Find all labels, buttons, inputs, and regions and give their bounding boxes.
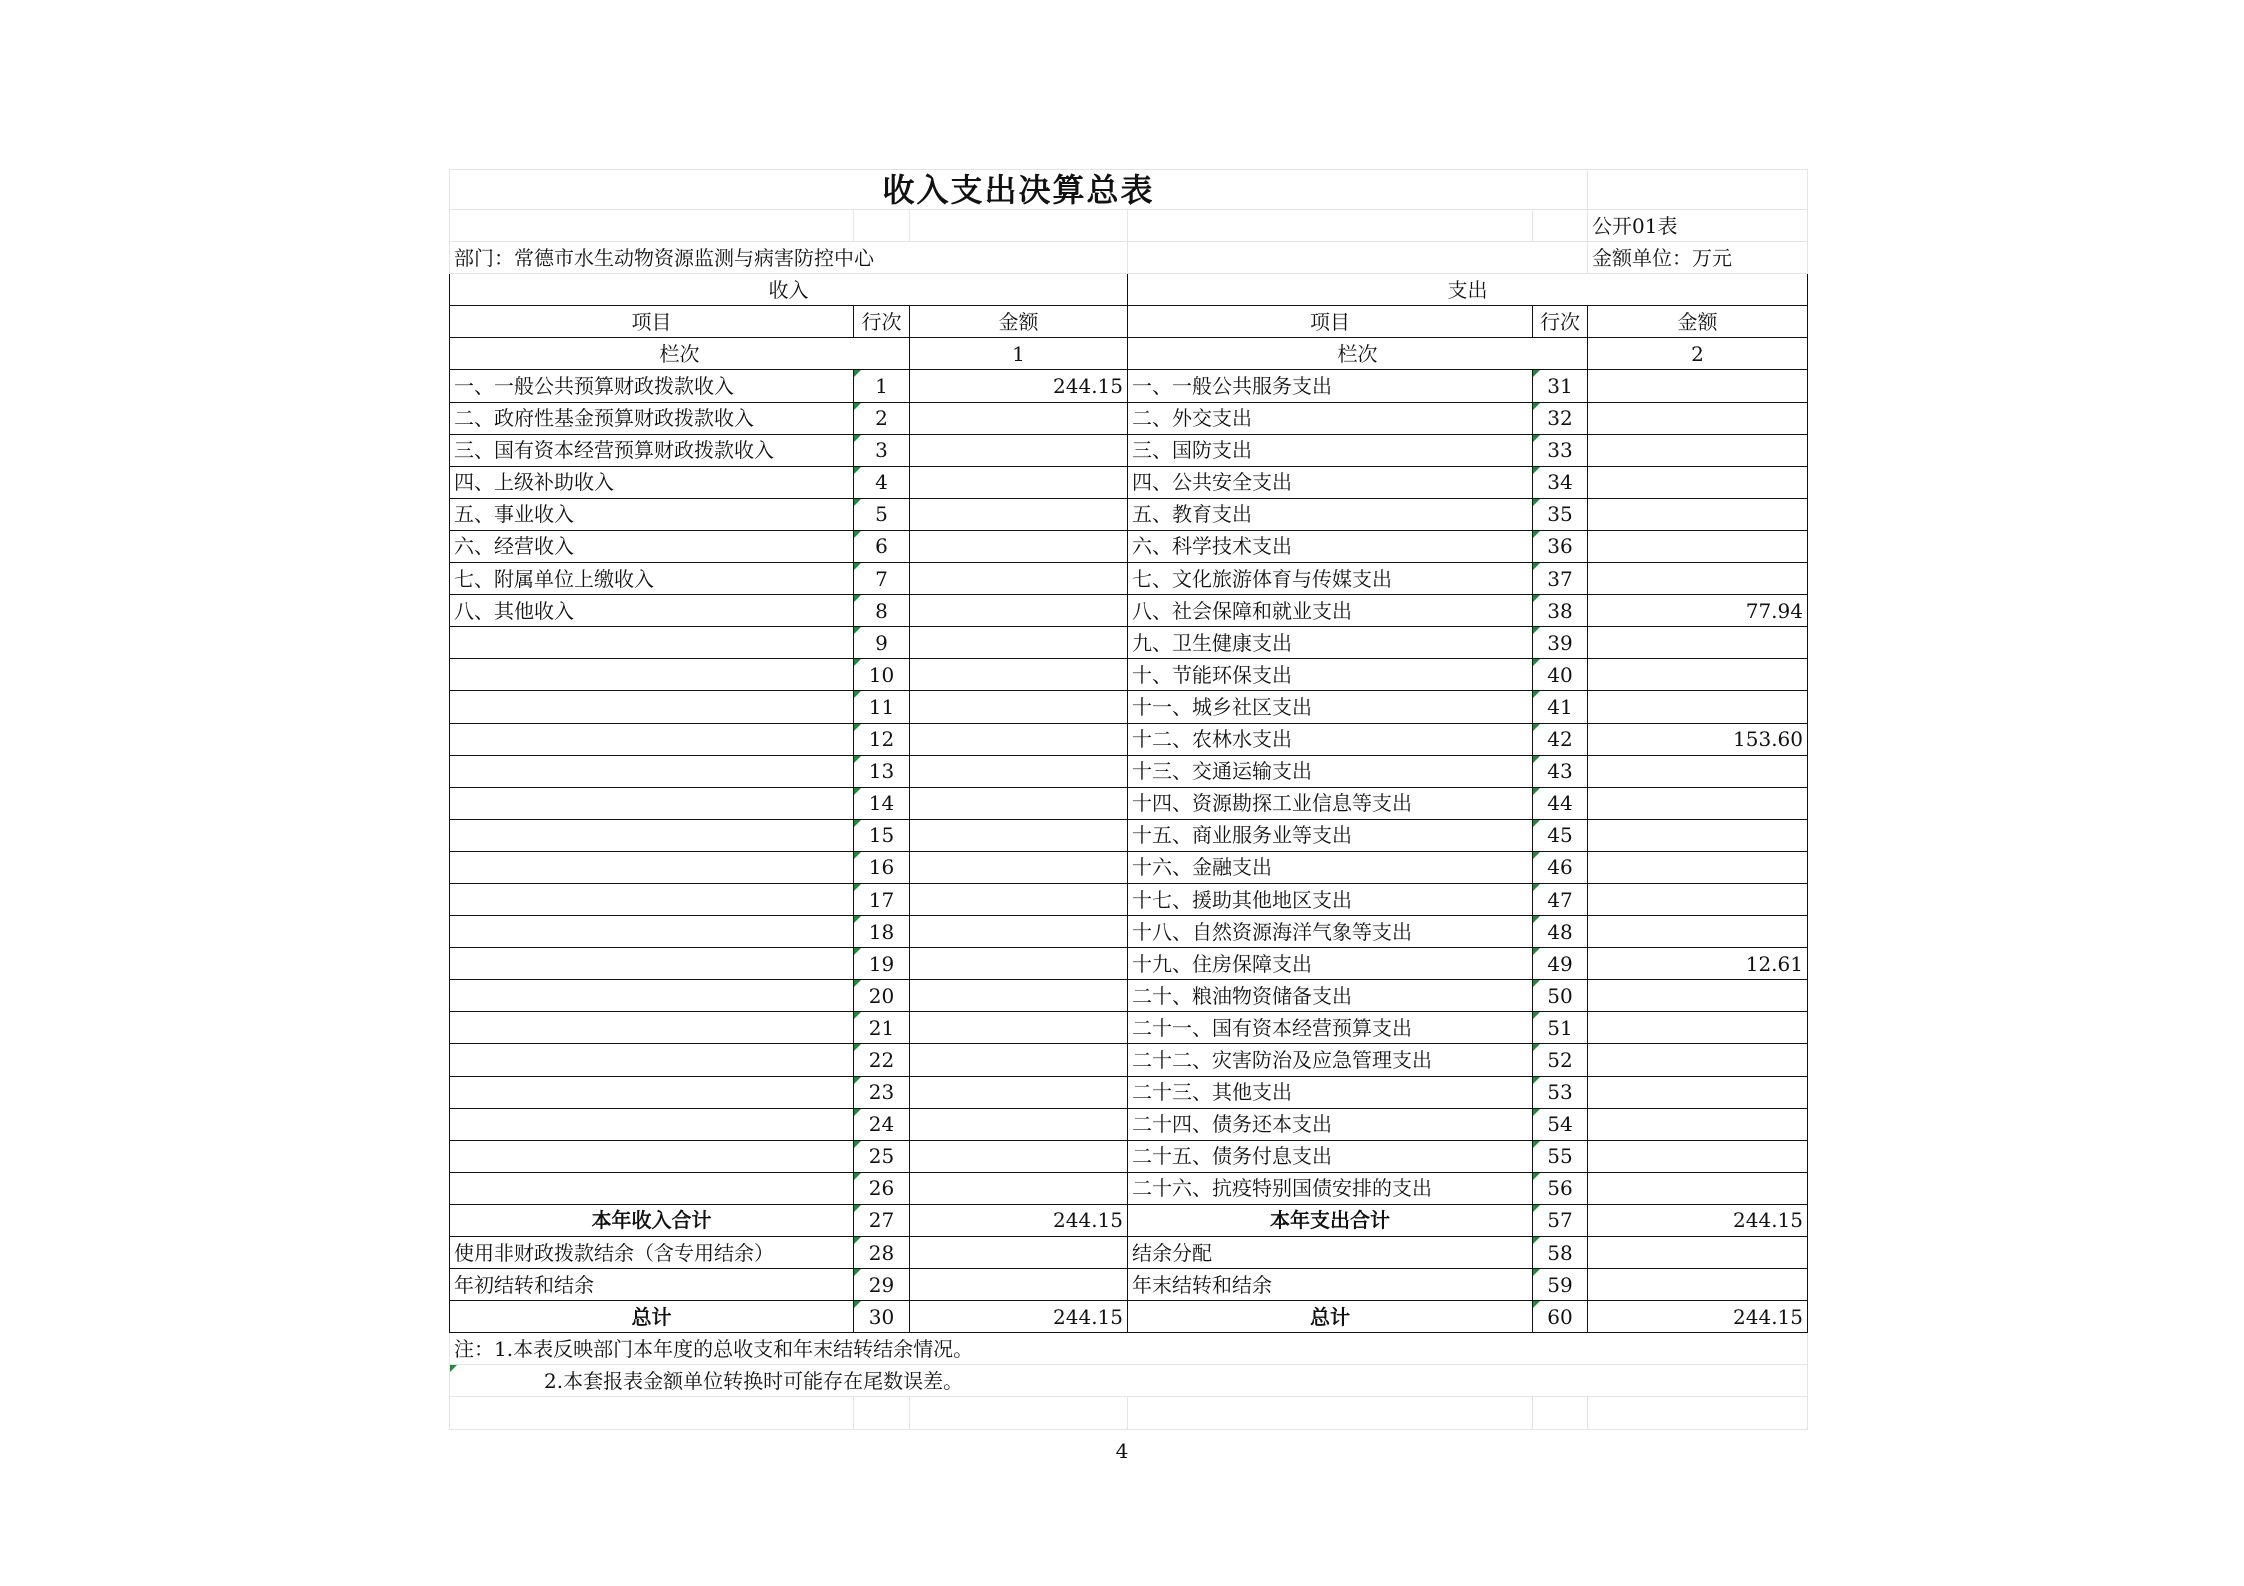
income-line-number: 22 [854, 1044, 910, 1076]
page-title: 收入支出决算总表 [450, 170, 1588, 210]
income-amount-header: 金额 [910, 306, 1128, 338]
expense-amount [1588, 498, 1808, 530]
income-line-number: 27 [854, 1204, 910, 1236]
nonfiscal-balance-row [450, 1237, 1808, 1269]
expense-amount [1588, 530, 1808, 562]
income-item [450, 787, 854, 819]
table-row [450, 402, 1808, 434]
income-amount [910, 627, 1128, 659]
income-amount [910, 402, 1128, 434]
income-line-number: 1 [854, 370, 910, 402]
income-item [450, 1140, 854, 1172]
department-label: 部门：常德市水生动物资源监测与病害防控中心 [450, 242, 1128, 274]
income-item [450, 1044, 854, 1076]
page-number: 4 [1115, 1439, 1129, 1463]
income-item [450, 980, 854, 1012]
income-line-number: 4 [854, 466, 910, 498]
expense-amount [1588, 434, 1808, 466]
income-line-number: 12 [854, 723, 910, 755]
expense-item: 十九、住房保障支出 [1128, 948, 1533, 980]
expense-item: 十一、城乡社区支出 [1128, 691, 1533, 723]
income-amount [910, 1012, 1128, 1044]
table-row [450, 498, 1808, 530]
income-line-number: 30 [854, 1301, 910, 1333]
income-item: 四、上级补助收入 [450, 466, 854, 498]
expense-item: 二十二、灾害防治及应急管理支出 [1128, 1044, 1533, 1076]
expense-item: 十五、商业服务业等支出 [1128, 819, 1533, 851]
note-2: 2.本套报表金额单位转换时可能存在尾数误差。 [450, 1365, 1808, 1397]
expense-item: 十八、自然资源海洋气象等支出 [1128, 916, 1533, 948]
expense-amount [1588, 851, 1808, 883]
income-amount [910, 1172, 1128, 1204]
income-item: 年初结转和结余 [450, 1269, 854, 1301]
form-code: 公开01表 [1588, 210, 1808, 242]
income-line-number: 21 [854, 1012, 910, 1044]
table-row [450, 1140, 1808, 1172]
income-line-number: 7 [854, 563, 910, 595]
table-row [450, 1076, 1808, 1108]
grand-total-row [450, 1301, 1808, 1333]
expense-item: 二十一、国有资本经营预算支出 [1128, 1012, 1533, 1044]
expense-item: 二、外交支出 [1128, 402, 1533, 434]
table-row [450, 819, 1808, 851]
income-line-number: 9 [854, 627, 910, 659]
expense-line-number: 36 [1533, 530, 1588, 562]
table-row [450, 466, 1808, 498]
table-row [450, 595, 1808, 627]
expense-item: 本年支出合计 [1128, 1204, 1533, 1236]
income-amount [910, 980, 1128, 1012]
income-amount [910, 755, 1128, 787]
income-line-number: 8 [854, 595, 910, 627]
expense-amount [1588, 563, 1808, 595]
expense-line-number: 52 [1533, 1044, 1588, 1076]
expense-item: 二十、粮油物资储备支出 [1128, 980, 1533, 1012]
expense-amount [1588, 819, 1808, 851]
income-amount [910, 1108, 1128, 1140]
table-row [450, 723, 1808, 755]
expense-amount [1588, 627, 1808, 659]
blank-row [450, 1397, 1808, 1429]
income-item: 五、事业收入 [450, 498, 854, 530]
income-line-number: 16 [854, 851, 910, 883]
income-amount [910, 498, 1128, 530]
expense-amount [1588, 916, 1808, 948]
table-row [450, 370, 1808, 402]
column-header-row [450, 306, 1808, 338]
income-amount [910, 851, 1128, 883]
income-amount [910, 1237, 1128, 1269]
expense-line-number: 41 [1533, 691, 1588, 723]
income-amount [910, 691, 1128, 723]
expense-item: 八、社会保障和就业支出 [1128, 595, 1533, 627]
expense-item: 四、公共安全支出 [1128, 466, 1533, 498]
expense-item: 二十四、债务还本支出 [1128, 1108, 1533, 1140]
title-row [450, 170, 1808, 210]
expense-item: 三、国防支出 [1128, 434, 1533, 466]
income-amount [910, 819, 1128, 851]
expense-amount [1588, 1108, 1808, 1140]
income-line-header: 行次 [854, 306, 910, 338]
expense-item: 总计 [1128, 1301, 1533, 1333]
expense-amount [1588, 1237, 1808, 1269]
income-line-number: 10 [854, 659, 910, 691]
income-item [450, 851, 854, 883]
expense-item-header: 项目 [1128, 306, 1533, 338]
expense-line-number: 59 [1533, 1269, 1588, 1301]
table-row [450, 563, 1808, 595]
expense-amount [1588, 370, 1808, 402]
expense-item: 二十六、抗疫特别国债安排的支出 [1128, 1172, 1533, 1204]
expense-line-number: 50 [1533, 980, 1588, 1012]
expense-amount: 12.61 [1588, 948, 1808, 980]
expense-item: 十四、资源勘探工业信息等支出 [1128, 787, 1533, 819]
income-item [450, 948, 854, 980]
expense-header: 支出 [1128, 274, 1808, 306]
expense-item: 十二、农林水支出 [1128, 723, 1533, 755]
expense-line-number: 37 [1533, 563, 1588, 595]
expense-amount [1588, 659, 1808, 691]
table-row [450, 627, 1808, 659]
income-amount [910, 723, 1128, 755]
table-row [450, 916, 1808, 948]
income-line-number: 24 [854, 1108, 910, 1140]
expense-line-number: 58 [1533, 1237, 1588, 1269]
income-line-number: 17 [854, 883, 910, 915]
table-row [450, 530, 1808, 562]
income-item [450, 883, 854, 915]
expense-column-index-label: 栏次 [1128, 338, 1588, 370]
expense-amount [1588, 883, 1808, 915]
income-item: 八、其他收入 [450, 595, 854, 627]
income-line-number: 11 [854, 691, 910, 723]
expense-item: 七、文化旅游体育与传媒支出 [1128, 563, 1533, 595]
income-amount: 244.15 [910, 370, 1128, 402]
income-amount [910, 948, 1128, 980]
income-item [450, 1172, 854, 1204]
income-amount [910, 1044, 1128, 1076]
income-line-number: 15 [854, 819, 910, 851]
expense-amount [1588, 1012, 1808, 1044]
income-amount [910, 1269, 1128, 1301]
expense-line-number: 40 [1533, 659, 1588, 691]
income-item: 六、经营收入 [450, 530, 854, 562]
income-item [450, 755, 854, 787]
expense-item: 十六、金融支出 [1128, 851, 1533, 883]
table-row [450, 1172, 1808, 1204]
income-item [450, 723, 854, 755]
table-row [450, 659, 1808, 691]
income-amount [910, 1076, 1128, 1108]
expense-amount-header: 金额 [1588, 306, 1808, 338]
unit-label: 金额单位：万元 [1588, 242, 1808, 274]
income-item [450, 916, 854, 948]
expense-line-number: 54 [1533, 1108, 1588, 1140]
expense-line-number: 55 [1533, 1140, 1588, 1172]
income-line-number: 18 [854, 916, 910, 948]
income-amount [910, 883, 1128, 915]
income-column-index: 1 [910, 338, 1128, 370]
income-item: 一、一般公共预算财政拨款收入 [450, 370, 854, 402]
income-item: 二、政府性基金预算财政拨款收入 [450, 402, 854, 434]
expense-amount: 244.15 [1588, 1301, 1808, 1333]
income-item-header: 项目 [450, 306, 854, 338]
income-line-number: 26 [854, 1172, 910, 1204]
expense-line-number: 34 [1533, 466, 1588, 498]
expense-amount [1588, 1269, 1808, 1301]
expense-amount: 77.94 [1588, 595, 1808, 627]
expense-item: 年末结转和结余 [1128, 1269, 1533, 1301]
income-item: 七、附属单位上缴收入 [450, 563, 854, 595]
form-code-row [450, 210, 1808, 242]
table-row [450, 691, 1808, 723]
income-amount [910, 787, 1128, 819]
income-item [450, 691, 854, 723]
expense-line-number: 49 [1533, 948, 1588, 980]
expense-item: 十七、援助其他地区支出 [1128, 883, 1533, 915]
expense-amount [1588, 1044, 1808, 1076]
expense-item: 结余分配 [1128, 1237, 1533, 1269]
table-row [450, 787, 1808, 819]
expense-line-number: 57 [1533, 1204, 1588, 1236]
expense-line-number: 39 [1533, 627, 1588, 659]
income-line-number: 5 [854, 498, 910, 530]
expense-amount [1588, 1076, 1808, 1108]
table-row [450, 980, 1808, 1012]
table-row [450, 1044, 1808, 1076]
income-amount [910, 563, 1128, 595]
income-line-number: 20 [854, 980, 910, 1012]
expense-amount: 153.60 [1588, 723, 1808, 755]
income-line-number: 14 [854, 787, 910, 819]
expense-item: 九、卫生健康支出 [1128, 627, 1533, 659]
department-row [450, 242, 1808, 274]
table-row [450, 1012, 1808, 1044]
expense-line-number: 47 [1533, 883, 1588, 915]
expense-line-header: 行次 [1533, 306, 1588, 338]
column-index-row [450, 338, 1808, 370]
table-row [450, 883, 1808, 915]
expense-item: 二十五、债务付息支出 [1128, 1140, 1533, 1172]
expense-line-number: 56 [1533, 1172, 1588, 1204]
expense-amount [1588, 466, 1808, 498]
expense-item: 六、科学技术支出 [1128, 530, 1533, 562]
income-item [450, 1012, 854, 1044]
expense-amount [1588, 1140, 1808, 1172]
income-amount [910, 530, 1128, 562]
document-sheet [449, 169, 1807, 1430]
expense-item: 十三、交通运输支出 [1128, 755, 1533, 787]
income-item [450, 659, 854, 691]
expense-amount [1588, 755, 1808, 787]
income-item [450, 1076, 854, 1108]
expense-line-number: 38 [1533, 595, 1588, 627]
expense-line-number: 33 [1533, 434, 1588, 466]
expense-item: 一、一般公共服务支出 [1128, 370, 1533, 402]
income-amount [910, 434, 1128, 466]
income-line-number: 6 [854, 530, 910, 562]
expense-line-number: 53 [1533, 1076, 1588, 1108]
expense-column-index: 2 [1588, 338, 1808, 370]
expense-line-number: 45 [1533, 819, 1588, 851]
expense-line-number: 60 [1533, 1301, 1588, 1333]
income-amount [910, 916, 1128, 948]
expense-line-number: 44 [1533, 787, 1588, 819]
expense-amount [1588, 787, 1808, 819]
table-row [450, 755, 1808, 787]
income-amount [910, 466, 1128, 498]
income-item: 使用非财政拨款结余（含专用结余） [450, 1237, 854, 1269]
income-header: 收入 [450, 274, 1128, 306]
expense-amount [1588, 1172, 1808, 1204]
expense-amount [1588, 691, 1808, 723]
expense-line-number: 48 [1533, 916, 1588, 948]
expense-item: 二十三、其他支出 [1128, 1076, 1533, 1108]
income-item [450, 1108, 854, 1140]
section-header-row [450, 274, 1808, 306]
expense-line-number: 46 [1533, 851, 1588, 883]
income-column-index-label: 栏次 [450, 338, 910, 370]
note-row-2 [450, 1365, 1808, 1397]
expense-line-number: 32 [1533, 402, 1588, 434]
expense-amount [1588, 402, 1808, 434]
expense-amount [1588, 980, 1808, 1012]
income-line-number: 13 [854, 755, 910, 787]
income-item: 总计 [450, 1301, 854, 1333]
expense-amount: 244.15 [1588, 1204, 1808, 1236]
expense-line-number: 51 [1533, 1012, 1588, 1044]
income-item [450, 819, 854, 851]
year-total-row [450, 1204, 1808, 1236]
income-line-number: 3 [854, 434, 910, 466]
income-line-number: 28 [854, 1237, 910, 1269]
income-amount [910, 659, 1128, 691]
income-amount [910, 1140, 1128, 1172]
expense-line-number: 43 [1533, 755, 1588, 787]
expense-item: 十、节能环保支出 [1128, 659, 1533, 691]
table-row [450, 434, 1808, 466]
table-row [450, 1108, 1808, 1140]
expense-line-number: 35 [1533, 498, 1588, 530]
expense-line-number: 42 [1533, 723, 1588, 755]
income-line-number: 2 [854, 402, 910, 434]
income-line-number: 29 [854, 1269, 910, 1301]
income-line-number: 23 [854, 1076, 910, 1108]
income-expense-table [449, 169, 1808, 1430]
income-item: 本年收入合计 [450, 1204, 854, 1236]
table-row [450, 851, 1808, 883]
note-1: 注：1.本表反映部门本年度的总收支和年末结转结余情况。 [450, 1333, 1808, 1365]
income-item [450, 627, 854, 659]
income-amount [910, 595, 1128, 627]
table-row [450, 948, 1808, 980]
income-item: 三、国有资本经营预算财政拨款收入 [450, 434, 854, 466]
income-amount: 244.15 [910, 1204, 1128, 1236]
income-line-number: 25 [854, 1140, 910, 1172]
expense-item: 五、教育支出 [1128, 498, 1533, 530]
note-row-1 [450, 1333, 1808, 1365]
income-amount: 244.15 [910, 1301, 1128, 1333]
income-line-number: 19 [854, 948, 910, 980]
expense-line-number: 31 [1533, 370, 1588, 402]
carryover-row [450, 1269, 1808, 1301]
